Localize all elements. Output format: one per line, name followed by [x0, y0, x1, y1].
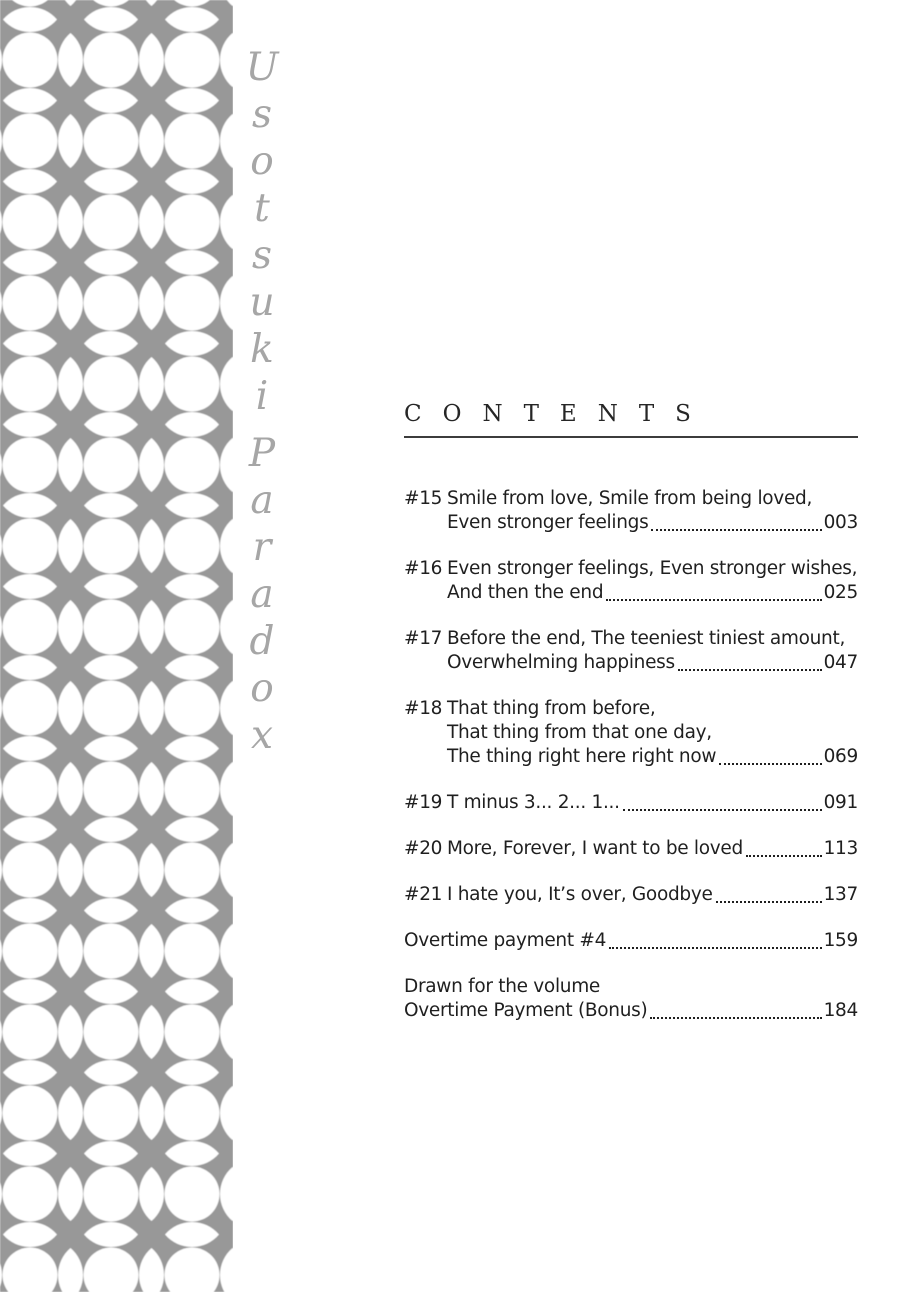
vertical-title-letter: d — [249, 619, 275, 664]
chapter-title-lines — [447, 627, 858, 675]
chapter-title-lines — [447, 837, 858, 861]
chapter-number: #17 — [404, 628, 443, 649]
dot-leader — [678, 669, 822, 671]
toc-entry — [404, 975, 858, 1023]
vertical-title-letter: u — [249, 280, 275, 325]
vertical-title-letter: o — [250, 666, 274, 711]
chapter-title-line: Drawn for the volume — [404, 976, 601, 997]
chapter-title-line: Even stronger feelings, Even stronger wishes, — [447, 558, 858, 579]
chapter-title-line: That thing from that one day, — [447, 722, 712, 743]
chapter-title-text: I hate you, It’s over, Goodbye — [447, 884, 713, 905]
chapter-title-text: Overtime Payment (Bonus) — [404, 1000, 648, 1021]
dot-leader — [623, 809, 822, 811]
toc-entry — [404, 627, 858, 675]
toc-entry — [404, 929, 858, 953]
chapter-title-text: Overwhelming happiness — [447, 652, 675, 673]
page-number: 159 — [823, 930, 858, 951]
toc-entry — [404, 791, 858, 815]
vertical-title-letter: a — [250, 478, 274, 523]
chapter-title-text: And then the end — [447, 582, 604, 603]
chapter-title-text: Overtime payment #4 — [404, 930, 607, 951]
star-pattern-svg — [0, 0, 233, 1292]
chapter-title-line-with-page — [447, 511, 858, 535]
chapter-title-line-with-page — [447, 837, 858, 861]
page-number: 069 — [823, 746, 858, 767]
toc-entry — [404, 697, 858, 769]
vertical-title — [234, 44, 290, 759]
toc-entry — [404, 557, 858, 605]
chapter-number: #15 — [404, 488, 443, 509]
chapter-title-line-with-page — [447, 791, 858, 815]
chapter-title-lines — [404, 929, 858, 953]
vertical-title-letter: P — [248, 431, 276, 476]
chapter-title-line-with-page — [447, 883, 858, 907]
chapter-title-line-with-page — [447, 745, 858, 769]
chapter-title-lines — [447, 557, 858, 605]
vertical-title-letter: x — [251, 713, 273, 758]
chapter-title-line-with-page — [404, 929, 858, 953]
chapter-title-lines — [447, 487, 858, 535]
dot-leader — [651, 529, 821, 531]
chapter-number: #18 — [404, 698, 443, 719]
chapter-title-text: Even stronger feelings — [447, 512, 649, 533]
star-pattern-band — [0, 0, 233, 1292]
page-number: 025 — [823, 582, 858, 603]
chapter-title-line-with-page — [447, 651, 858, 675]
toc-entry — [404, 487, 858, 535]
vertical-title-letter: o — [250, 139, 274, 184]
chapter-title-text: More, Forever, I want to be loved — [447, 838, 743, 859]
contents-section — [404, 401, 858, 1045]
toc-list — [404, 487, 858, 1023]
dot-leader — [650, 1017, 821, 1019]
chapter-title-text: The thing right here right now — [447, 746, 717, 767]
chapter-title-lines — [447, 883, 858, 907]
contents-rule — [404, 436, 858, 438]
chapter-title-lines — [447, 697, 858, 769]
dot-leader — [719, 763, 821, 765]
chapter-title-text: T minus 3... 2... 1... — [447, 792, 620, 813]
chapter-title-line-with-page — [404, 999, 858, 1023]
chapter-title-line-with-page — [447, 581, 858, 605]
toc-entry — [404, 883, 858, 907]
contents-heading: CONTENTS — [404, 401, 712, 427]
vertical-title-letter: r — [252, 525, 272, 570]
chapter-title-lines — [404, 975, 858, 1023]
chapter-title-line: Smile from love, Smile from being loved, — [447, 488, 813, 509]
vertical-title-letter: t — [254, 186, 270, 231]
chapter-title-line: That thing from before, — [447, 698, 656, 719]
chapter-number: #16 — [404, 558, 443, 579]
dot-leader — [609, 947, 822, 949]
page-number: 137 — [823, 884, 858, 905]
page-number: 047 — [823, 652, 858, 673]
vertical-title-letter: s — [251, 92, 272, 137]
page-number: 113 — [823, 838, 858, 859]
vertical-title-letter: s — [251, 233, 272, 278]
dot-leader — [606, 599, 821, 601]
vertical-title-letter: i — [255, 374, 269, 419]
chapter-number: #19 — [404, 792, 443, 813]
dot-leader — [746, 855, 822, 857]
chapter-number: #21 — [404, 884, 443, 905]
vertical-title-letter: U — [245, 45, 279, 90]
page-number: 003 — [823, 512, 858, 533]
vertical-title-letter: a — [250, 572, 274, 617]
toc-entry — [404, 837, 858, 861]
page-number: 091 — [823, 792, 858, 813]
dot-leader — [716, 901, 822, 903]
vertical-title-letter: k — [250, 327, 274, 372]
chapter-number: #20 — [404, 838, 443, 859]
chapter-title-lines — [447, 791, 858, 815]
chapter-title-line: Before the end, The teeniest tiniest amount, — [447, 628, 846, 649]
page-number: 184 — [823, 1000, 858, 1021]
